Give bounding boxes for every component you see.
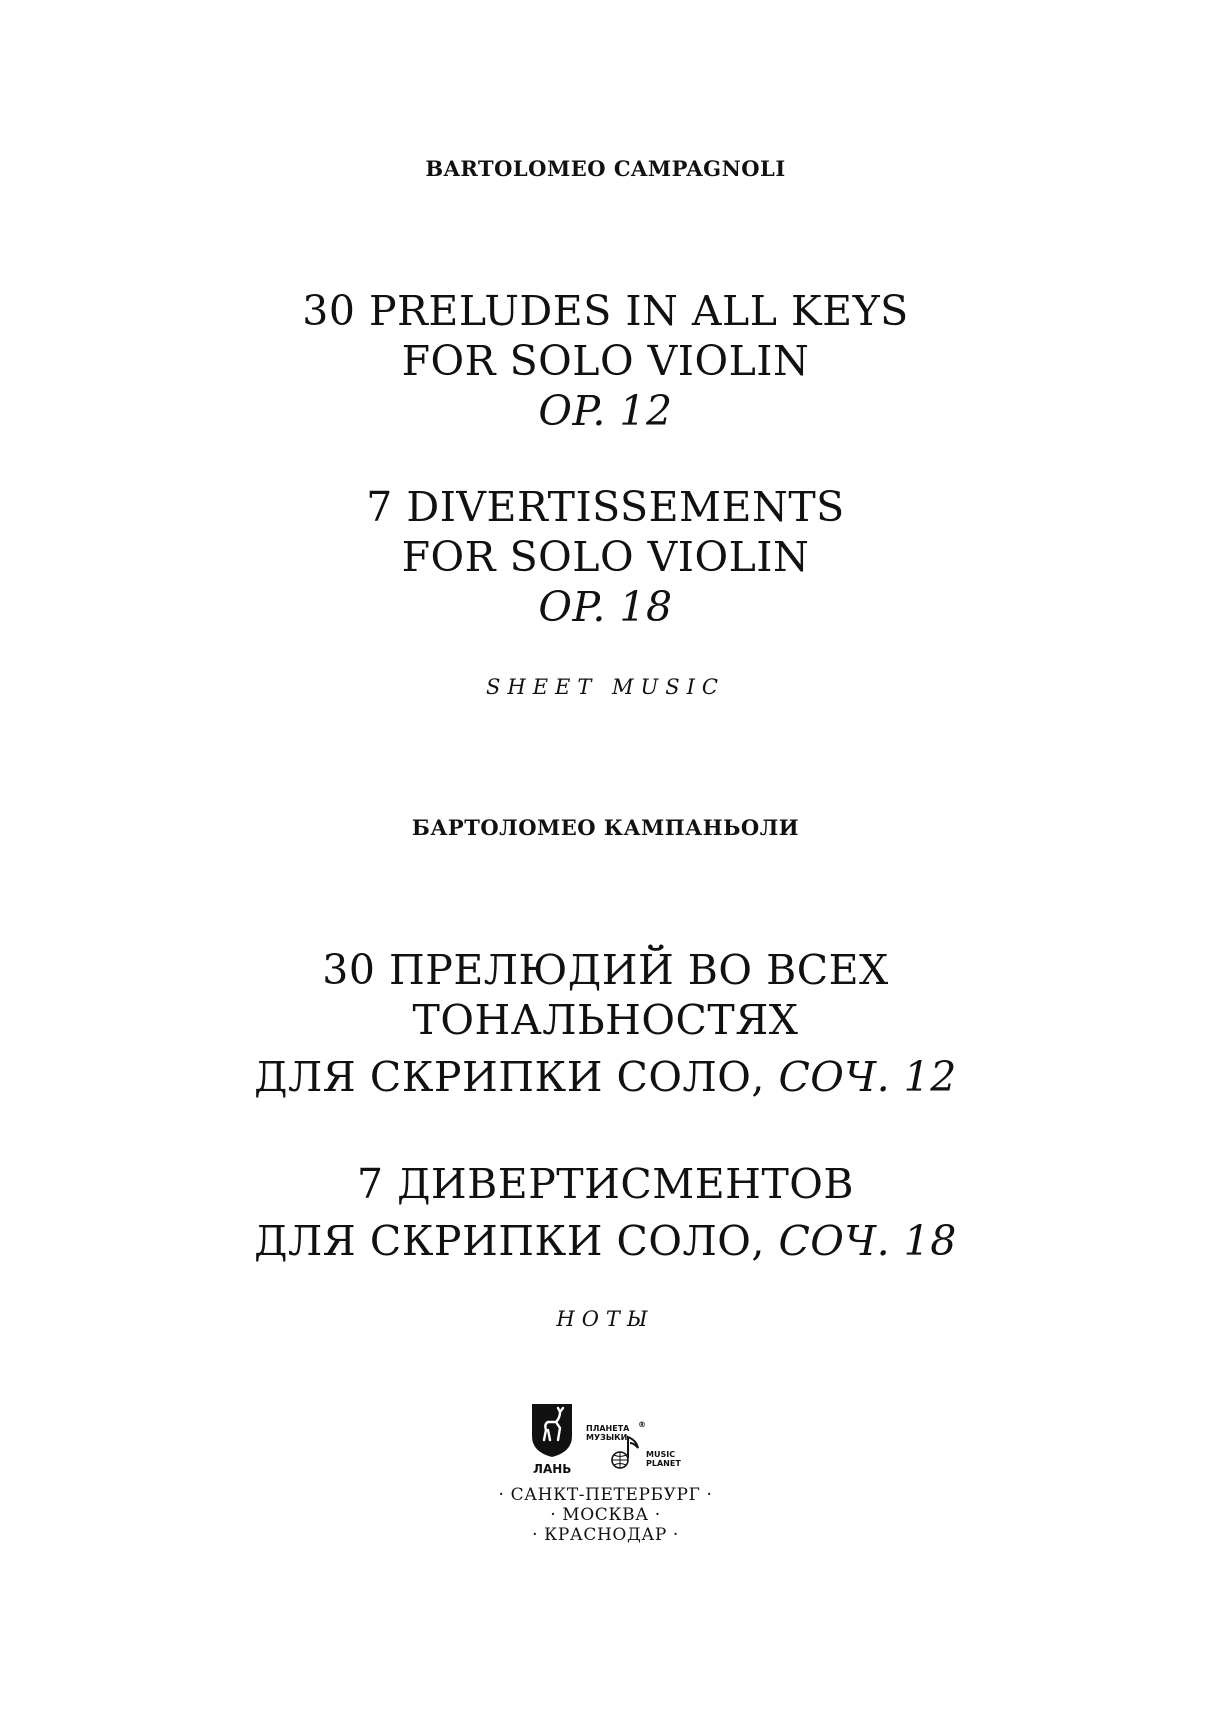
lan-logo-text: ЛАНЬ [533, 1462, 572, 1476]
ru-work2-line2 [0, 1216, 1211, 1266]
deer-shield-icon [530, 1402, 574, 1458]
ru-work1-line3 [0, 1052, 1211, 1102]
work2-title-line1: 7 DIVERTISSEMENTS [366, 483, 845, 531]
ru-work2-opus: СОЧ. 18 [778, 1217, 957, 1265]
city-separator-right: · [672, 1525, 679, 1545]
city-line-1 [0, 1485, 1211, 1505]
city-krasnodar: КРАСНОДАР [544, 1525, 667, 1545]
music-planet-logo [586, 1420, 686, 1480]
author-english: BARTOLOMEO CAMPAGNOLI [425, 156, 786, 181]
city-moscow: МОСКВА [562, 1505, 649, 1525]
city-separator-left: · [498, 1485, 505, 1505]
ru-work2-line1: 7 ДИВЕРТИСМЕНТОВ [356, 1160, 855, 1208]
work2-opus: OP. 18 [538, 583, 673, 631]
city-separator-left: · [550, 1505, 557, 1525]
ru-work1-line2: ТОНАЛЬНОСТЯХ [412, 996, 799, 1044]
author-russian: БАРТОЛОМЕО КАМПАНЬОЛИ [411, 815, 800, 840]
lan-logo [530, 1402, 574, 1478]
city-separator-right: · [706, 1485, 713, 1505]
work2-title-line2: FOR SOLO VIOLIN [401, 533, 810, 581]
ru-work1-line1: 30 ПРЕЛЮДИЙ ВО ВСЕХ [322, 946, 889, 994]
work1-title-line1: 30 PRELUDES IN ALL KEYS [302, 287, 909, 335]
city-line-3 [0, 1525, 1211, 1545]
ru-work1-opus: СОЧ. 12 [778, 1053, 957, 1101]
city-spb: САНКТ-ПЕТЕРБУРГ [510, 1485, 701, 1505]
music-line1: MUSIC [646, 1450, 676, 1459]
city-line-2 [0, 1505, 1211, 1525]
planet-line2: МУЗЫКИ [586, 1433, 628, 1442]
city-separator-left: · [532, 1525, 539, 1545]
subtitle-english: SHEET MUSIC [486, 675, 725, 699]
city-separator-right: · [654, 1505, 661, 1525]
note-globe-icon [608, 1434, 644, 1470]
ru-work2-instrument: ДЛЯ СКРИПКИ СОЛО, [254, 1217, 779, 1265]
ru-work1-instrument: ДЛЯ СКРИПКИ СОЛО, [254, 1053, 779, 1101]
subtitle-russian: НОТЫ [556, 1307, 655, 1331]
work1-title-line2: FOR SOLO VIOLIN [401, 337, 810, 385]
registered-mark: ® [638, 1420, 646, 1429]
planet-line1: ПЛАНЕТА [586, 1424, 630, 1433]
work1-opus: OP. 12 [538, 387, 673, 435]
music-line2: PLANET [646, 1459, 681, 1468]
